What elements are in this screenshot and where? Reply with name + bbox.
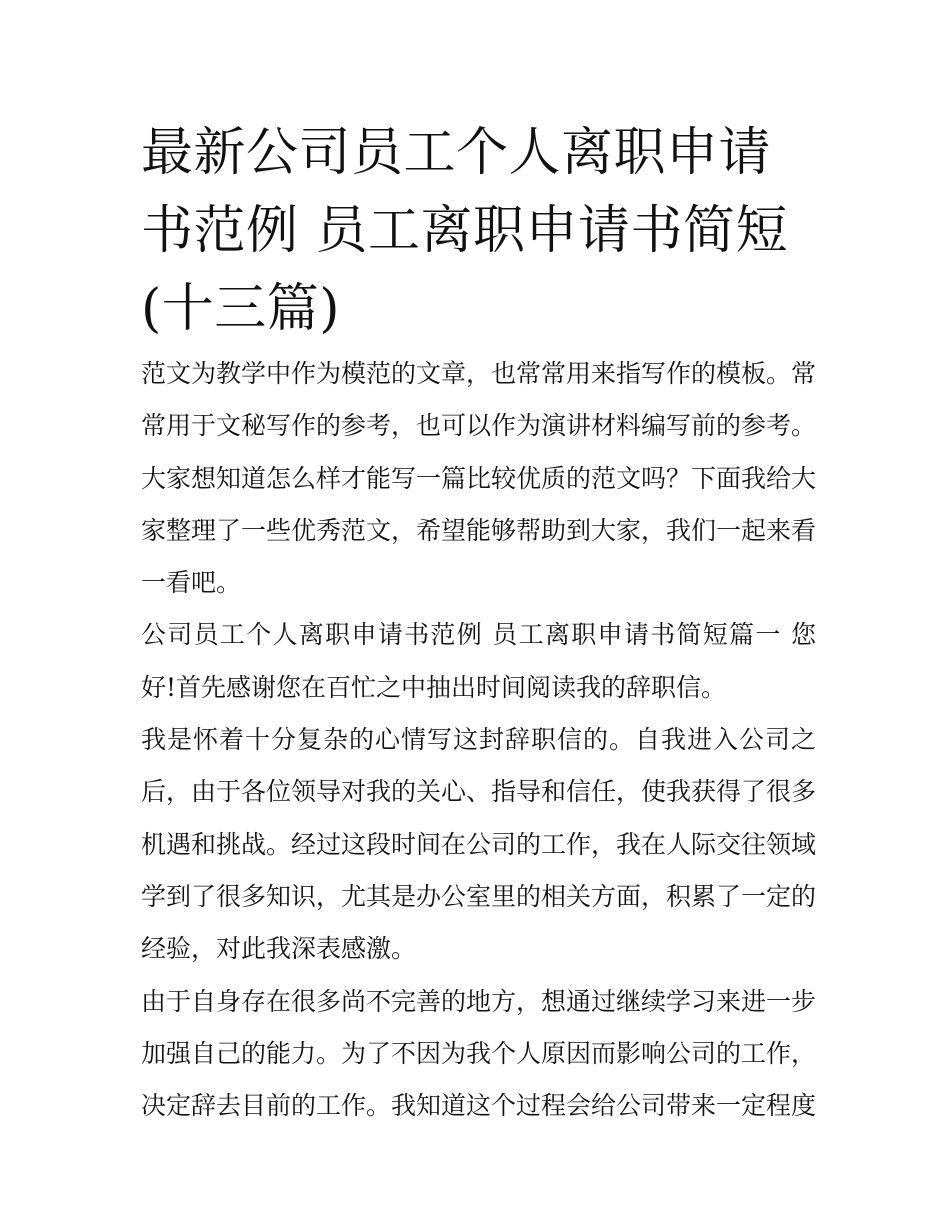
document-title: 最新公司员工个人离职申请书范例 员工离职申请书简短(十三篇) [141,123,789,339]
body-paragraph: 我是怀着十分复杂的心情写这封辞职信的。自我进入公司之后，由于各位领导对我的关心、指导和信任，使我获得了很多机遇和挑战。经过这段时间在公司的工作，我在人际交往领域学到了很多知识，尤其是办公室里的相关方面，积累了一定的经验，对此我深表感激。 [141,725,817,964]
body-paragraph: 由于自身存在很多尚不完善的地方，想通过继续学习来进一步加强自己的能力。为了不因为我个人原因而影响公司的工作，决定辞去目前的工作。我知道这个过程会给公司带来一定程度 [141,986,817,1121]
greeting-paragraph: 公司员工个人离职申请书范例 员工离职申请书简短篇一 您好!首先感谢您在百忙之中抽出时间阅读我的辞职信。 [141,620,816,702]
intro-paragraph: 范文为教学中作为模范的文章，也常常用来指写作的模板。常常用于文秘写作的参考，也可以作为演讲材料编写前的参考。大家想知道怎么样才能写一篇比较优质的范文吗？下面我给大家整理了一些优秀范文，希望能够帮助到大家，我们一起来看一看吧。 [141,359,817,598]
document-body [141,348,816,1132]
